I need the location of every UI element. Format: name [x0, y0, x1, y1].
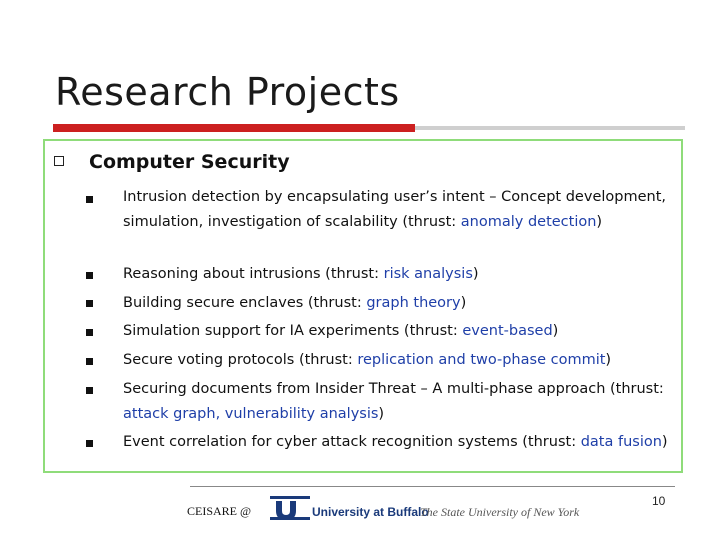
- item-text: ): [605, 352, 612, 368]
- list-item-5: [123, 348, 683, 373]
- ub-logo-icon: [270, 495, 310, 521]
- item-text: ): [460, 295, 467, 311]
- thrust-highlight: anomaly detection: [460, 214, 597, 230]
- filled-square-icon: [86, 329, 93, 336]
- page-title: Research Projects: [55, 70, 400, 114]
- list-item-4: [123, 319, 683, 344]
- filled-square-icon: [86, 272, 93, 279]
- filled-square-icon: [86, 440, 93, 447]
- item-text: Intrusion detection by encapsulating user’s intent – Concept development, simulation, investigation of scalability (thrust:: [123, 189, 666, 230]
- item-text: Securing documents from Insider Threat – A multi-phase approach (thrust:: [123, 381, 664, 397]
- list-item-6: [123, 377, 683, 427]
- item-text: ): [596, 214, 603, 230]
- item-text: ): [472, 266, 479, 282]
- title-underline-red: [53, 124, 415, 132]
- thrust-highlight: attack graph, vulnerability analysis: [123, 406, 379, 422]
- item-text: ): [661, 434, 668, 450]
- filled-square-icon: [86, 196, 93, 203]
- thrust-highlight: graph theory: [366, 295, 461, 311]
- logo-name: University at Buffalo: [312, 505, 429, 519]
- list-item-2: [123, 262, 683, 287]
- list-item-3: [123, 291, 683, 316]
- item-text: Simulation support for IA experiments (thrust:: [123, 323, 463, 339]
- footer-org: CEISARE @: [187, 504, 252, 518]
- item-text: Event correlation for cyber attack recognition systems (thrust:: [123, 434, 581, 450]
- thrust-highlight: replication and two-phase commit: [357, 352, 606, 368]
- item-text: ): [552, 323, 559, 339]
- footer-divider: [190, 486, 675, 487]
- item-text: Reasoning about intrusions (thrust:: [123, 266, 384, 282]
- filled-square-icon: [86, 387, 93, 394]
- filled-square-icon: [86, 300, 93, 307]
- list-item-7: [123, 430, 683, 455]
- item-text: Secure voting protocols (thrust:: [123, 352, 358, 368]
- thrust-highlight: data fusion: [580, 434, 662, 450]
- hollow-square-icon: [54, 156, 64, 166]
- section-heading: Computer Security: [89, 151, 290, 173]
- item-text: Building secure enclaves (thrust:: [123, 295, 367, 311]
- thrust-highlight: risk analysis: [383, 266, 473, 282]
- filled-square-icon: [86, 358, 93, 365]
- thrust-highlight: event-based: [462, 323, 553, 339]
- title-underline-gray: [415, 126, 685, 130]
- list-item-1: [123, 185, 683, 235]
- item-text: ): [378, 406, 385, 422]
- page-number: 10: [652, 494, 666, 508]
- logo-subtitle: The State University of New York: [420, 505, 580, 519]
